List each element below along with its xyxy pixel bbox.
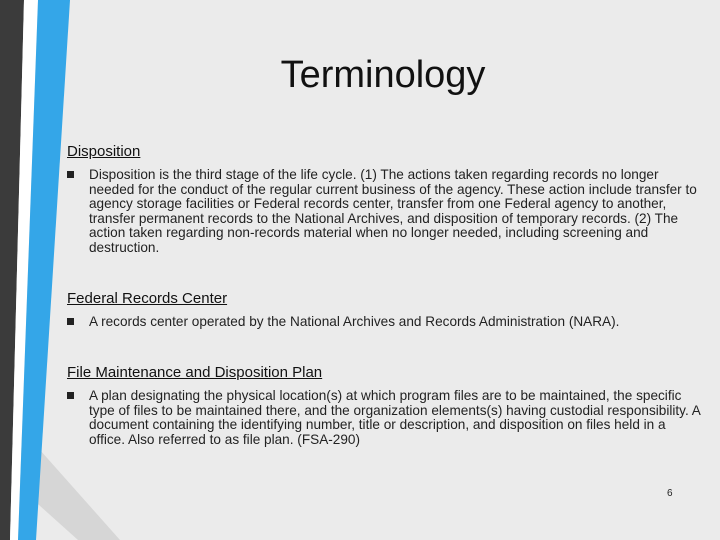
section-heading: File Maintenance and Disposition Plan <box>67 364 323 381</box>
square-bullet-icon <box>67 315 89 330</box>
bullet-item <box>67 168 702 256</box>
section-heading: Federal Records Center <box>67 290 228 307</box>
square-bullet-icon <box>67 168 89 256</box>
bullet-text: Disposition is the third stage of the life cycle. (1) The actions taken regarding records no longer needed for the conduct of the regular current business of the agency. These action include transfer to agency storage facilities or Federal records center, transfer from one Federal agency to another, transfer permanent records to the National Archives, and disposition of temporary records. (2) The action taken regarding non-records material when no longer needed, including screening and destruction. <box>89 167 697 255</box>
section-federal-records-center <box>67 290 702 330</box>
bullet-item <box>67 315 702 330</box>
section-file-maintenance <box>67 364 702 447</box>
section-heading: Disposition <box>67 143 141 160</box>
bullet-item <box>67 389 702 447</box>
bullet-text: A records center operated by the National Archives and Records Administration (NARA). <box>89 314 620 329</box>
section-disposition <box>67 143 702 256</box>
square-bullet-icon <box>67 389 89 447</box>
slide-title: Terminology <box>280 54 486 96</box>
page-number: 6 <box>667 488 673 499</box>
bullet-text: A plan designating the physical location(s) at which program files are to be maintained, the specific type of files to be maintained there, and the organization elements(s) having custodial responsibility. A document containing the identifying number, title or description, and disposition on files held in a office. Also referred to as file plan. (FSA-290) <box>89 388 701 447</box>
